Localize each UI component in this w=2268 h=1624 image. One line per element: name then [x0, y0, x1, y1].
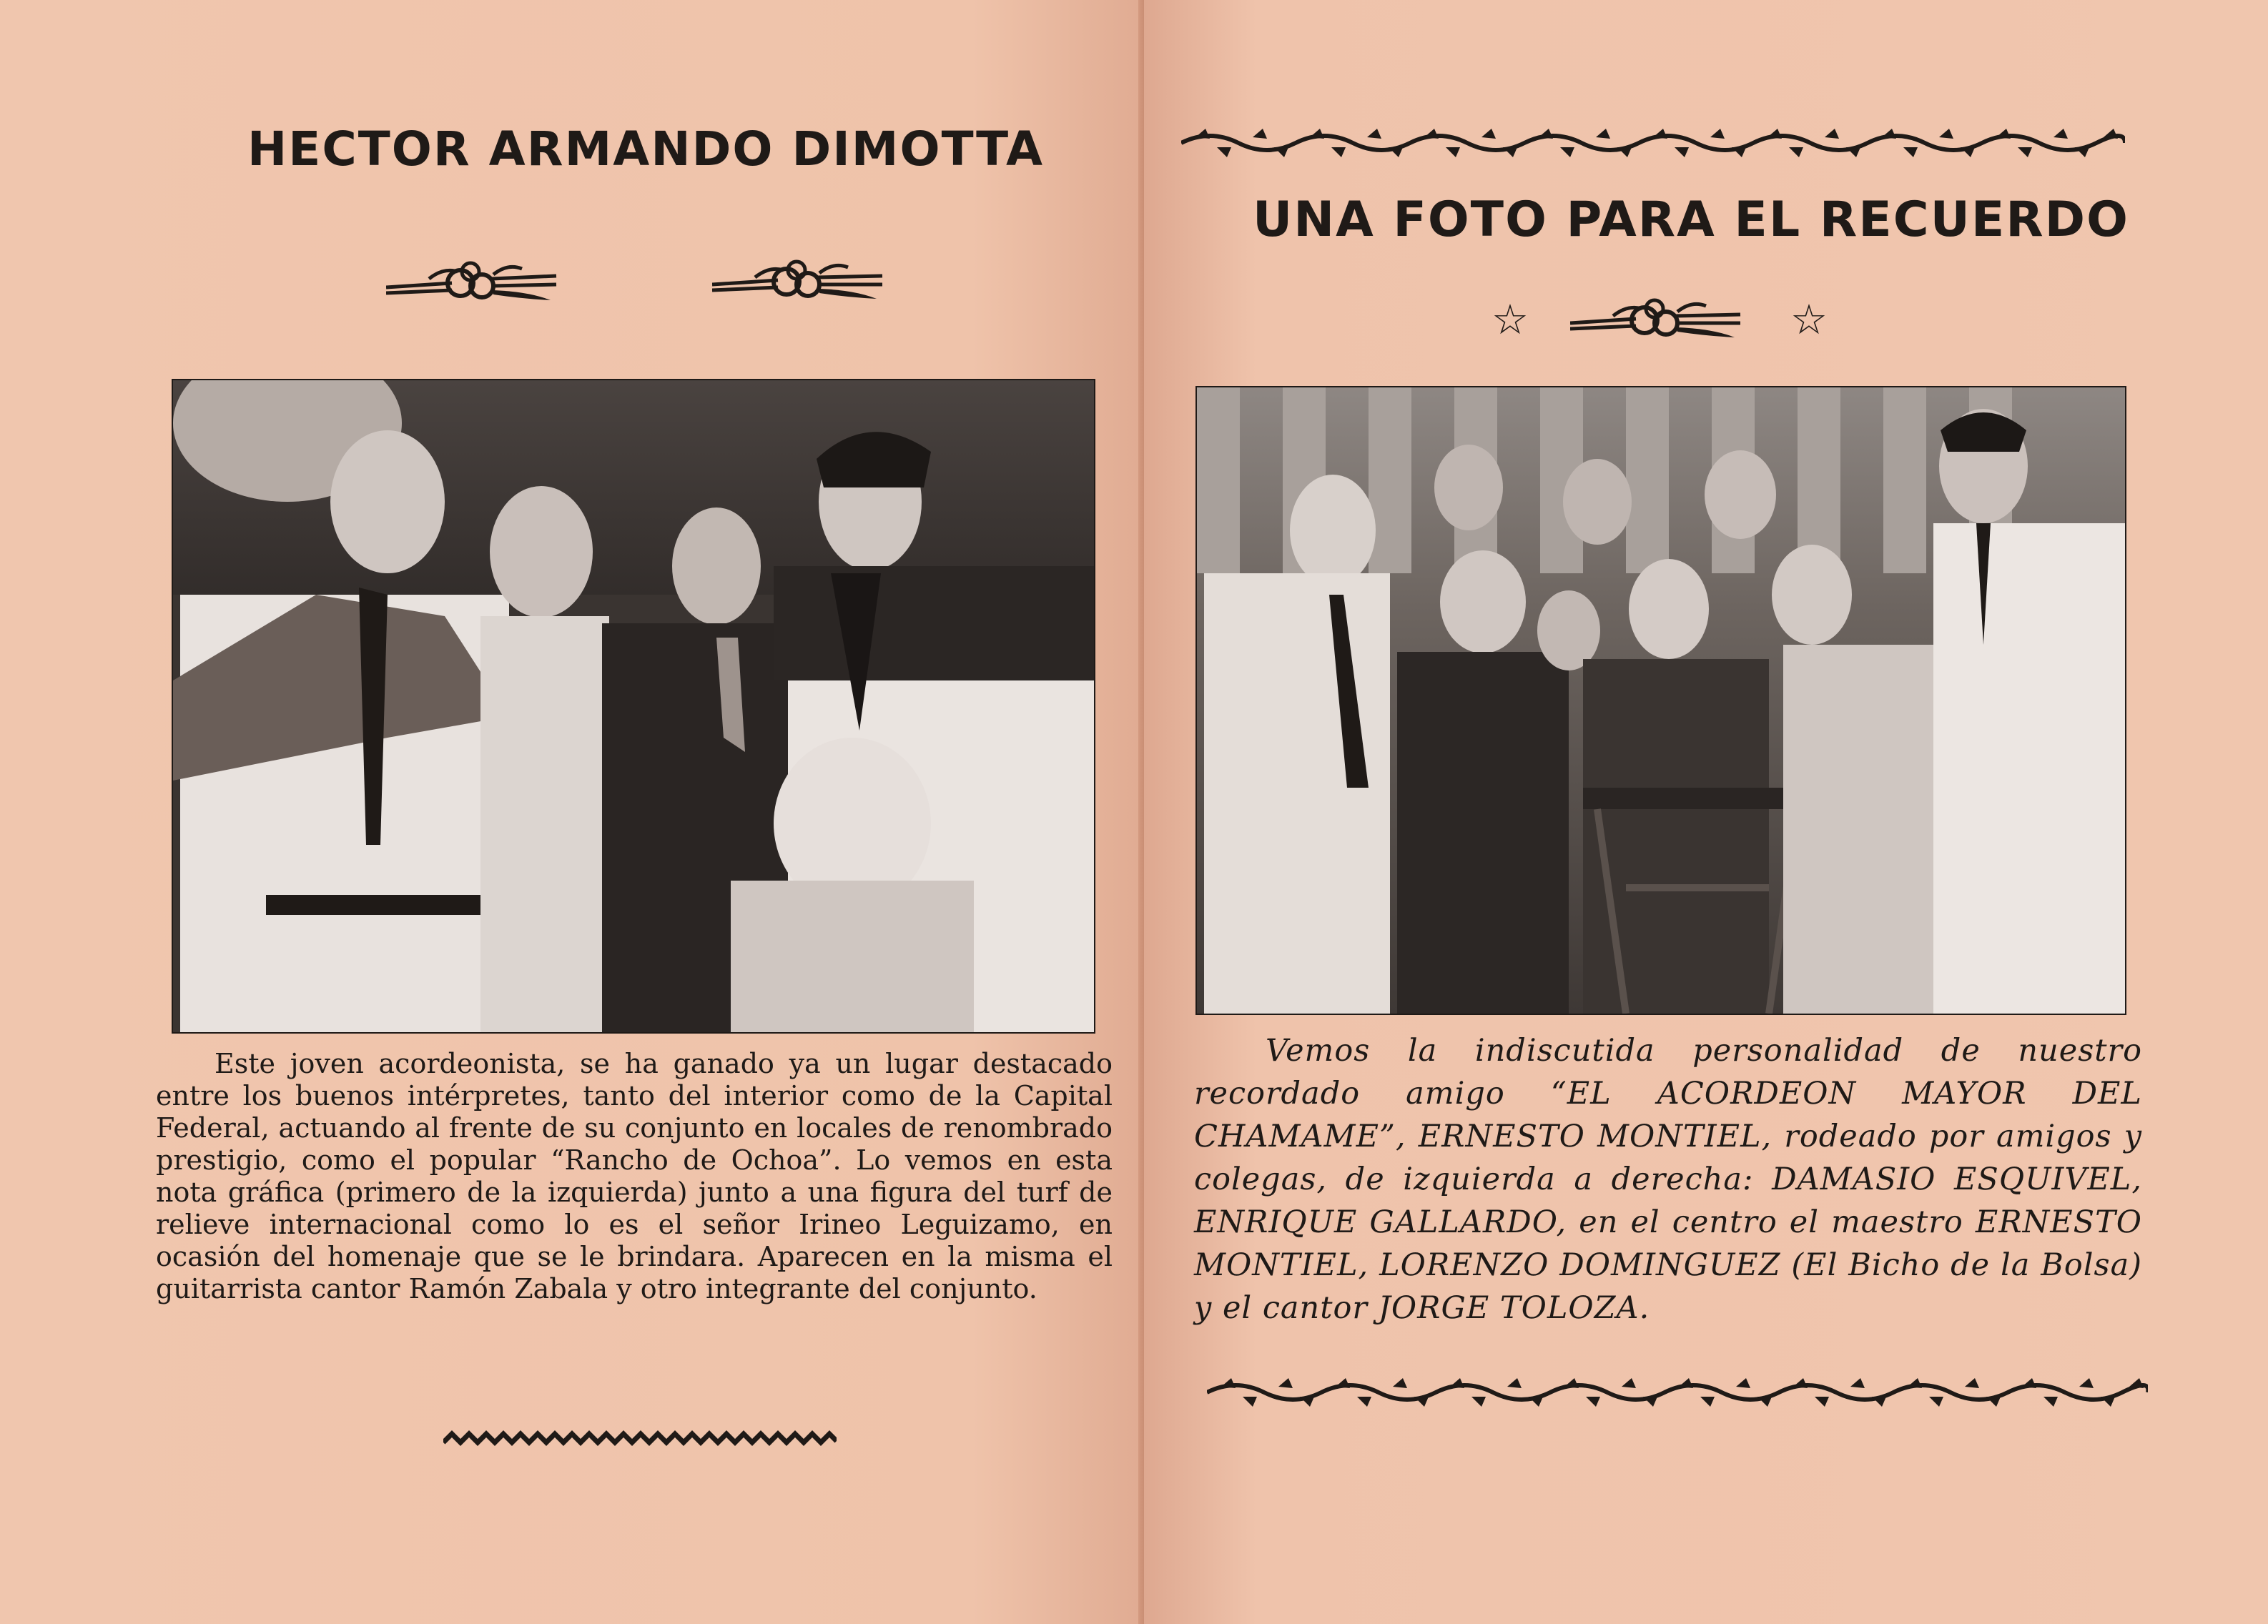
- rose-ornament-icon: [1570, 294, 1742, 345]
- article-title: UNA FOTO PARA EL RECUERDO: [1253, 192, 2129, 248]
- rose-ornament-icon: [386, 257, 558, 307]
- star-icon: ☆: [1492, 295, 1529, 344]
- rose-ornament-icon: [712, 256, 884, 306]
- article-title: HECTOR ARMANDO DIMOTTA: [247, 122, 1045, 177]
- zigzag-divider-icon: [443, 1427, 837, 1451]
- vine-border-icon: [1181, 123, 2125, 163]
- star-icon: ☆: [1790, 295, 1828, 344]
- photo-figures: [173, 380, 1094, 1032]
- photo-caption: Este joven acordeonista, se ha ganado ya un lugar destacado entre los buenos intérpretes, tanto del interior como de la Capital Federal, actuando al frente de su conjunto en locales de renombrado prestigio, como el popular “Rancho de Ochoa”. Lo vemos en esta nota gráfica (primero de la izquierda) junto a una figura del turf de relieve internacional como lo es el señor Irineo Leguizamo, en ocasión del homenaje que se le brindara. Aparecen en la misma el guitarrista cantor Ramón Zabala y otro integrante del conjunto.: [156, 1048, 1113, 1304]
- right-page: [1144, 0, 2268, 1624]
- group-photo-icon: [172, 379, 1095, 1034]
- photo-caption: Vemos la indiscutida personalidad de nuestro recordado amigo “EL ACORDEON MAYOR DEL CHAMAME”, ERNESTO MONTIEL, rodeado por amigos y colegas, de izquierda a derecha: DAMASIO ESQUIVEL, ENRIQUE GALLARDO, en el centro el maestro ERNESTO MONTIEL, LORENZO DOMINGUEZ (El Bicho de la Bolsa) y el cantor JORGE TOLOZA.: [1194, 1033, 2142, 1326]
- vine-border-icon: [1207, 1372, 2148, 1412]
- photo-figures: [1197, 387, 2125, 1014]
- group-photo-icon: [1195, 386, 2126, 1015]
